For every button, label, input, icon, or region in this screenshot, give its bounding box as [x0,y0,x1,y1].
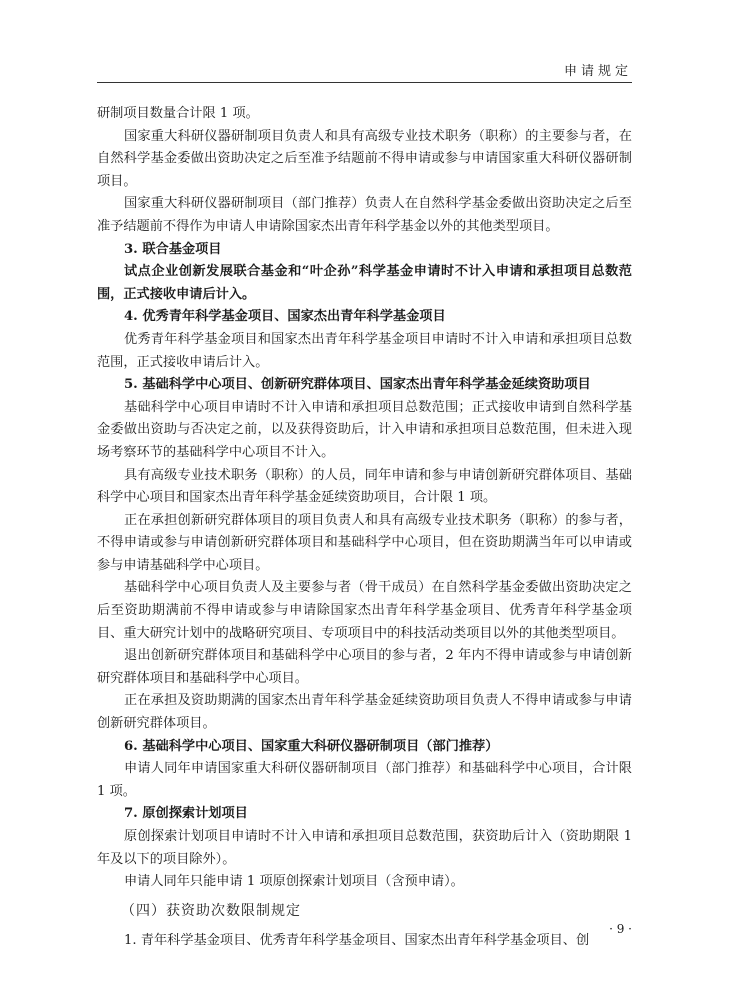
paragraph: 申请人同年只能申请 1 项原创探索计划项目（含预申请）。 [124,874,464,890]
item-heading: 6. 基础科学中心项目、国家重大科研仪器研制项目（部门推荐） [124,738,499,754]
paragraph: 试点企业创新发展联合基金和“叶企孙”科学基金申请时不计入申请和承担项目总数范围，正式接收申请后计入。 [97,264,632,302]
item-heading: 3. 联合基金项目 [124,241,222,257]
page-number: · 9 · [609,922,632,936]
paragraph-list [97,103,632,894]
item-heading: 5. 基础科学中心项目、创新研究群体项目、国家杰出青年科学基金延续资助项目 [124,377,591,393]
item-heading: 4. 优秀青年科学基金项目、国家杰出青年科学基金项目 [124,309,446,325]
section-subheading: （四）获资助次数限制规定 [121,902,301,919]
paragraph: 基础科学中心项目申请时不计入申请和承担项目总数范围；正式接收申请到自然科学基金委做出资助与否决定之前，以及获得资助后，计入申请和承担项目总数范围，但未进入现场考察环节的基础科学中心项目不计入。 [97,399,632,460]
paragraph: 优秀青年科学基金项目和国家杰出青年科学基金项目申请时不计入申请和承担项目总数范围，正式接收申请后计入。 [97,331,632,370]
paragraph: 正在承担创新研究群体项目的项目负责人和具有高级专业技术职务（职称）的参与者，不得申请或参与申请创新研究群体项目和基础科学中心项目，但在资助期满当年可以申请或参与申请基础科学中心项目。 [97,512,632,573]
page-header [97,58,632,83]
paragraph: 国家重大科研仪器研制项目（部门推荐）负责人在自然科学基金委做出资助决定之后至准予结题前不得作为申请人申请除国家杰出青年科学基金以外的其他类型项目。 [97,196,632,234]
paragraph: 申请人同年申请国家重大科研仪器研制项目（部门推荐）和基础科学中心项目，合计限 1 项。 [97,761,632,799]
item-heading: 7. 原创探索计划项目 [124,806,248,822]
paragraph: 基础科学中心项目负责人及主要参与者（骨干成员）在自然科学基金委做出资助决定之后至资助期满前不得申请或参与申请除国家杰出青年科学基金项目、优秀青年科学基金项目、重大研究计划中的战略研究项目、专项项目中的科技活动类项目以外的其他类型项目。 [97,580,632,641]
paragraph: 1. 青年科学基金项目、优秀青年科学基金项目、国家杰出青年科学基金项目、创 [124,932,590,948]
page-content [97,103,632,952]
paragraph: 具有高级专业技术职务（职称）的人员，同年申请和参与申请创新研究群体项目、基础科学中心项目和国家杰出青年科学基金延续资助项目，合计限 1 项。 [97,467,632,506]
paragraph: 国家重大科研仪器研制项目负责人和具有高级专业技术职务（职称）的主要参与者，在自然科学基金委做出资助决定之后至准予结题前不得申请或参与申请国家重大科研仪器研制项目。 [97,128,632,189]
paragraph: 原创探索计划项目申请时不计入申请和承担项目总数范围，获资助后计入（资助期限 1 年及以下的项目除外）。 [97,829,632,867]
paragraph: 正在承担及资助期满的国家杰出青年科学基金延续资助项目负责人不得申请或参与申请创新研究群体项目。 [97,693,632,732]
header-title: 申请规定 [563,64,632,79]
paragraph: 退出创新研究群体项目和基础科学中心项目的参与者，2 年内不得申请或参与申请创新研究群体项目和基础科学中心项目。 [97,648,632,686]
paragraph: 研制项目数量合计限 1 项。 [97,106,259,121]
